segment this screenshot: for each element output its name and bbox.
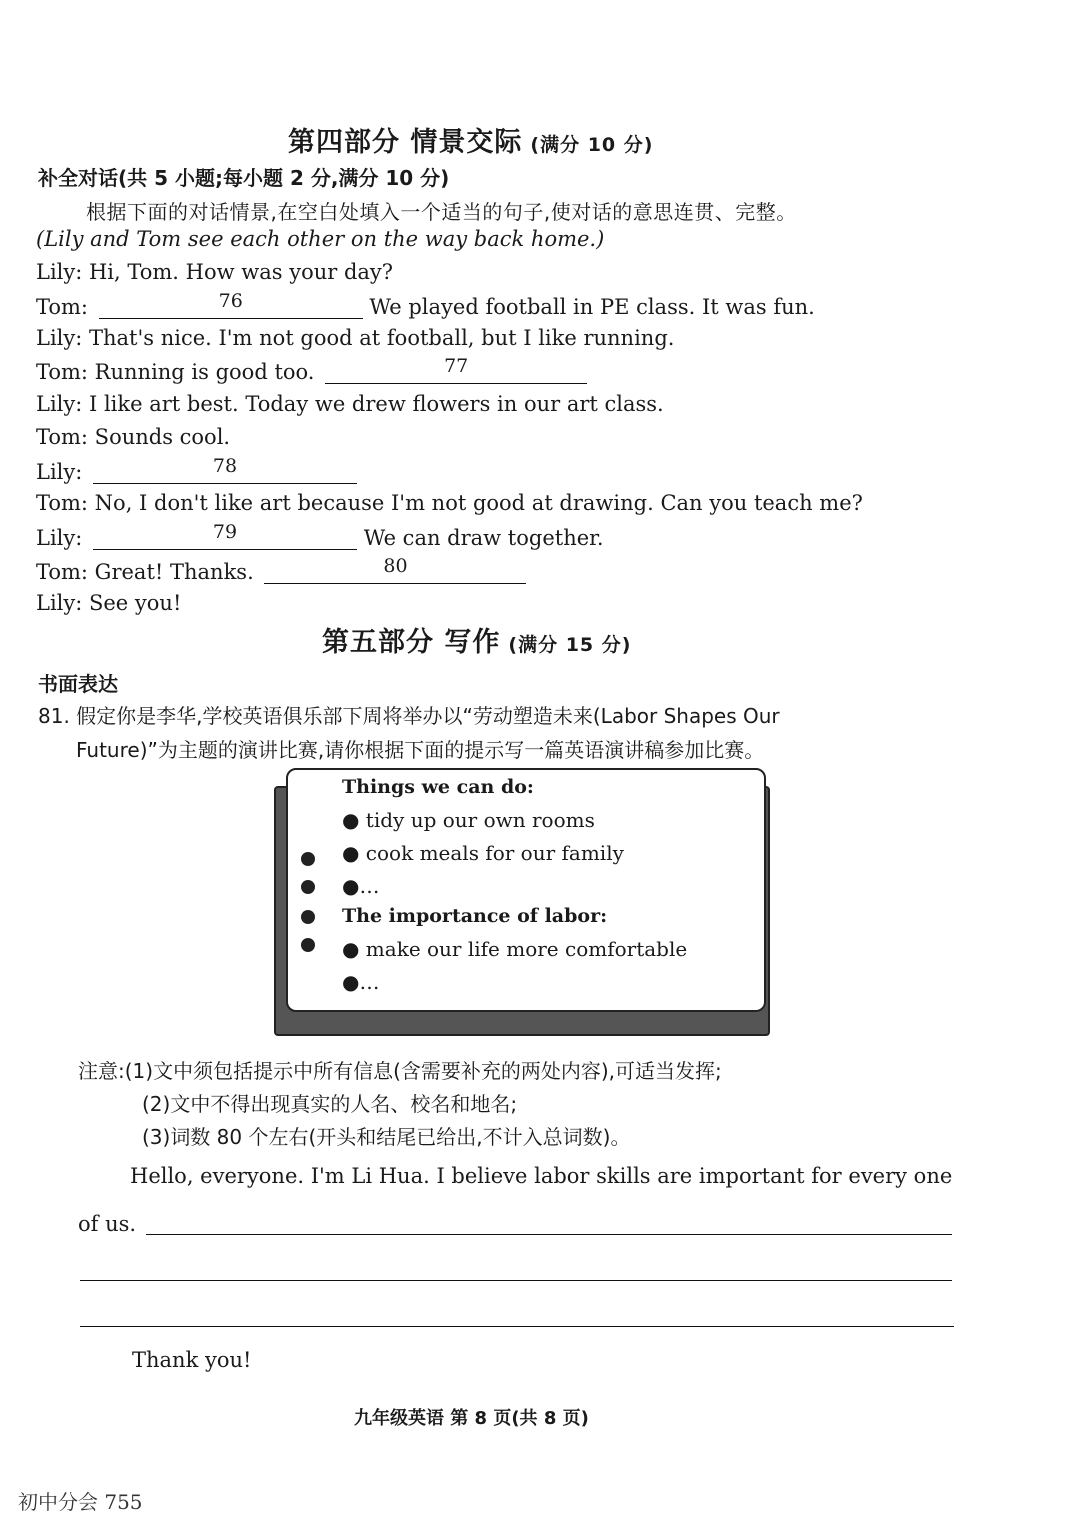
part4-title-text: 第四部分 情景交际 [288,127,523,158]
watermark: 初中分会 755 [18,1490,143,1514]
writing-line[interactable] [80,1326,954,1327]
note-3: (3)词数 80 个左右(开头和结尾已给出,不计入总词数)。 [142,1125,631,1149]
hint-item: ● tidy up our own rooms [342,808,595,832]
essay-closing: Thank you! [132,1348,252,1372]
part5-score: (满分 15 分) [508,634,632,656]
dialogue-line-5: Lily: I like art best. Today we drew flowers in our art class. [36,392,664,416]
note-2: (2)文中不得出现真实的人名、校名和地名; [142,1092,518,1116]
essay-opening-line-1: Hello, everyone. I'm Li Hua. I believe labor skills are important for every one [130,1164,953,1188]
hint-heading-importance: The importance of labor: [342,905,608,927]
dialogue-text: Tom: Great! Thanks. [36,560,254,584]
part4-title [288,120,653,159]
hint-item: ● make our life more comfortable [342,937,688,961]
dialogue-line-3: Lily: That's nice. I'm not good at football, but I like running. [36,326,675,350]
dialogue-line-2 [36,290,815,319]
bullet-dot-icon [301,910,315,924]
speaker: Tom: [36,295,89,319]
dialogue-line-4 [36,355,587,384]
speaker: Lily: [36,526,83,550]
question-81-line-1: 81. 假定你是李华,学校英语俱乐部下周将举办以“劳动塑造未来(Labor Shapes Our [38,704,780,728]
part4-task: 补全对话(共 5 小题;每小题 2 分,满分 10 分) [38,166,450,190]
part4-instruction: 根据下面的对话情景,在空白处填入一个适当的句子,使对话的意思连贯、完整。 [86,200,797,224]
hint-item: ● cook meals for our family [342,841,624,865]
bullet-dot-icon [301,938,315,952]
blank-80[interactable]: 80 [264,555,526,584]
dialogue-line-7 [36,455,357,484]
dialogue-line-11: Lily: See you! [36,591,182,615]
dialogue-text: We played football in PE class. It was fun. [369,295,815,319]
part4-score: (满分 10 分) [530,134,654,156]
part5-title [322,620,631,659]
dialogue-line-6: Tom: Sounds cool. [36,425,231,449]
writing-line[interactable] [80,1280,952,1281]
question-81-line-2: Future)”为主题的演讲比赛,请你根据下面的提示写一篇英语演讲稿参加比赛。 [76,738,765,762]
blank-78[interactable]: 78 [93,455,357,484]
writing-line[interactable] [146,1234,952,1235]
part4-context: (Lily and Tom see each other on the way back home.) [36,227,605,251]
bullet-dot-icon [301,852,315,866]
dialogue-text: Tom: Running is good too. [36,360,315,384]
dialogue-line-1: Lily: Hi, Tom. How was your day? [36,260,394,284]
essay-opening-line-2: of us. [78,1212,137,1236]
blank-76[interactable]: 76 [99,290,363,319]
part5-title-text: 第五部分 写作 [322,627,501,658]
page-footer: 九年级英语 第 8 页(共 8 页) [354,1408,589,1429]
note-1: 注意:(1)文中须包括提示中所有信息(含需要补充的两处内容),可适当发挥; [78,1059,722,1083]
blank-77[interactable]: 77 [325,355,587,384]
dialogue-line-9 [36,521,604,550]
speaker: Lily: [36,460,83,484]
dialogue-line-8: Tom: No, I don't like art because I'm not good at drawing. Can you teach me? [36,491,863,515]
dialogue-text: We can draw together. [363,526,604,550]
bullet-dot-icon [301,880,315,894]
hint-item: ●… [342,970,380,994]
dialogue-line-10 [36,555,526,584]
blank-79[interactable]: 79 [93,521,357,550]
hint-item: ●… [342,874,380,898]
part5-task: 书面表达 [38,672,118,696]
hint-heading-things: Things we can do: [342,776,534,798]
